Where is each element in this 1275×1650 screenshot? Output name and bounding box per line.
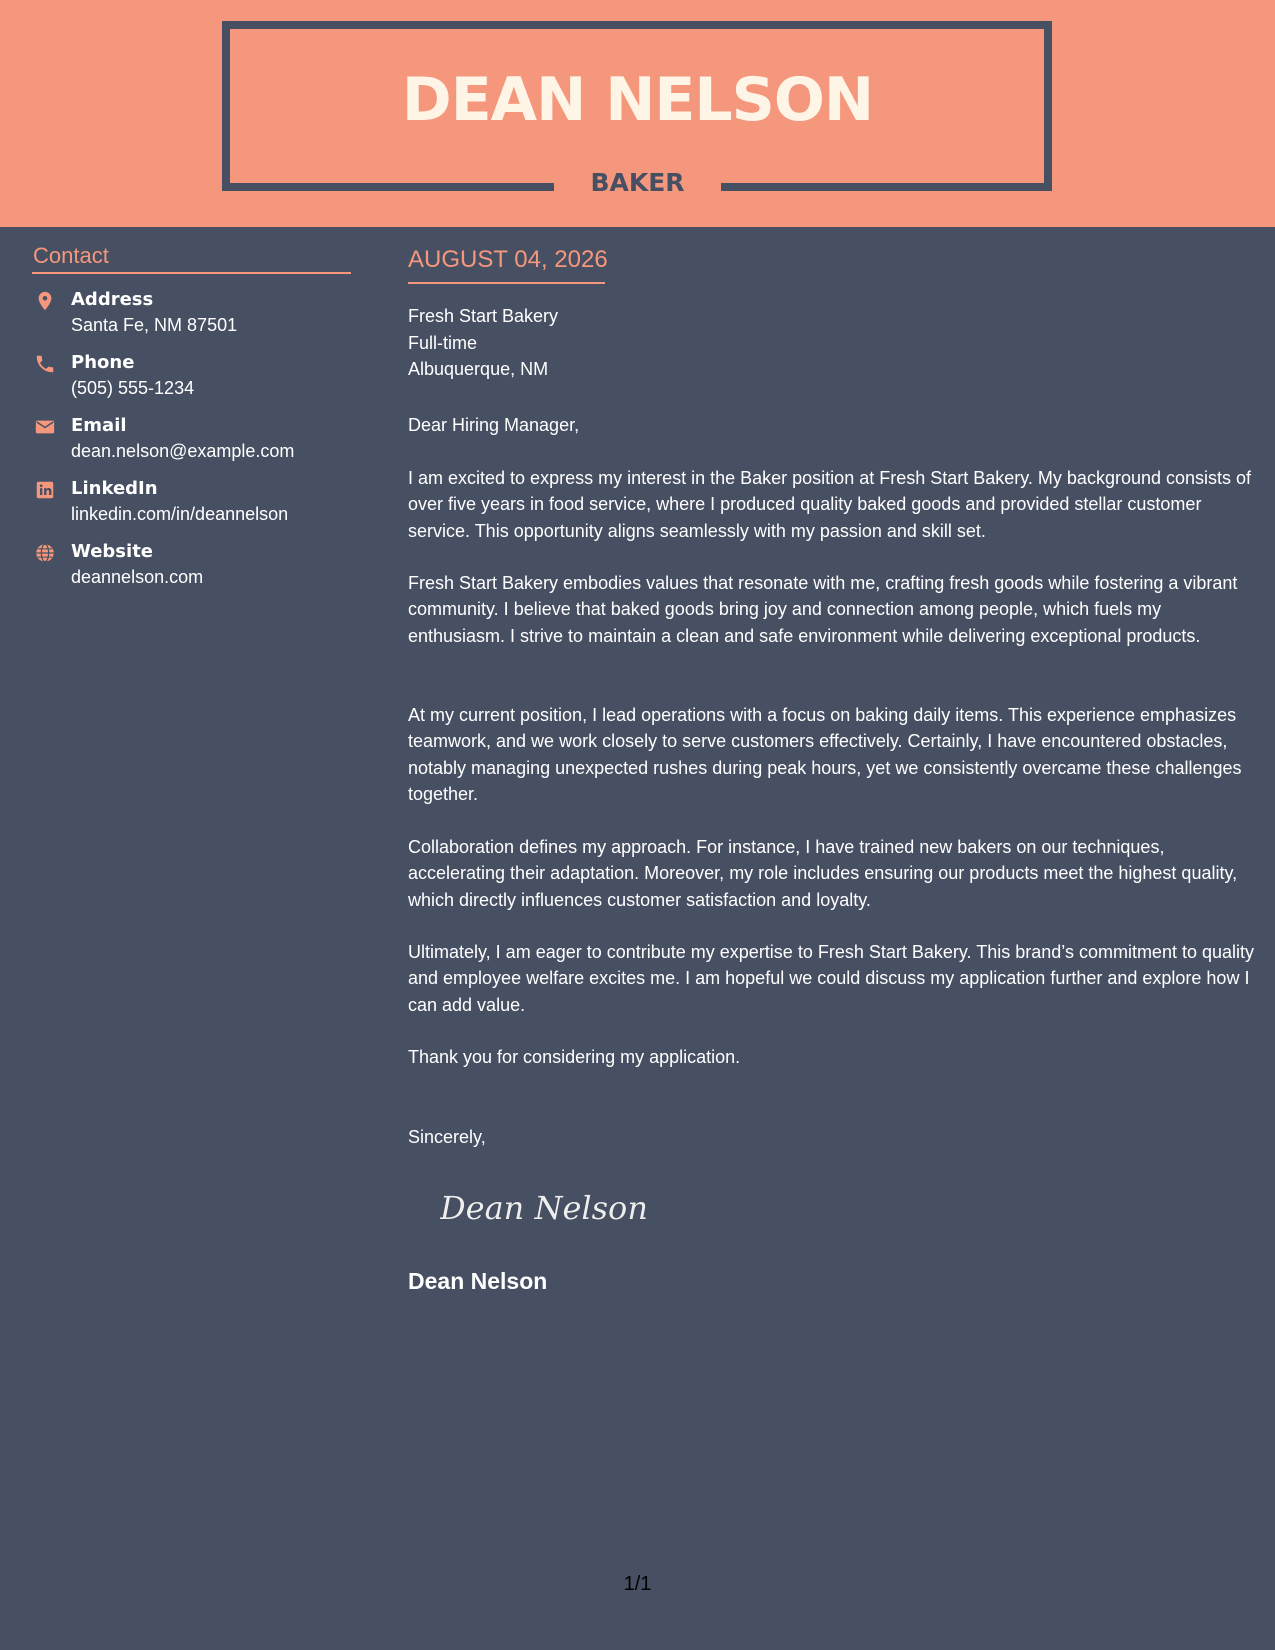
- body-paragraph: Collaboration defines my approach. For instance, I have trained new bakers on our techniques, accelerating their adaptation. Moreover, my role includes ensuring our products meet the highest quality, which directly influences customer satisfaction and loyalty.: [408, 837, 1238, 910]
- contact-value: linkedin.com/in/deannelson: [71, 504, 289, 524]
- contact-item-website: [32, 540, 362, 594]
- contact-item-phone: [32, 351, 362, 405]
- recipient-location: Albuquerque, NM: [408, 359, 549, 379]
- contact-item-address: [32, 288, 362, 342]
- page-number: 1/1: [623, 1573, 652, 1595]
- signature-text: Dean Nelson: [440, 1189, 648, 1227]
- body-paragraph: At my current position, I lead operations with a focus on baking daily items. This experience emphasizes teamwork, and we work closely to serve customers effectively. Certainly, I have encountered obstacles, notably managing unexpected rushes during peak hours, yet we consistently overcame these challenges together.: [408, 705, 1242, 805]
- contact-label: Phone: [71, 352, 135, 373]
- body-paragraph: I am excited to express my interest in the Baker position at Fresh Start Bakery. My background consists of over five years in food service, where I produced quality baked goods and provided stellar customer service. This opportunity aligns seamlessly with my passion and skill set.: [408, 468, 1252, 541]
- contact-label: Email: [71, 415, 127, 436]
- contact-item-email: [32, 414, 362, 468]
- contact-item-linkedin: [32, 477, 362, 531]
- contact-label: Address: [71, 289, 154, 310]
- recipient-company: Fresh Start Bakery: [408, 306, 559, 326]
- contact-label: Website: [71, 541, 154, 562]
- letter-date: AUGUST 04, 2026: [408, 246, 608, 273]
- map-pin-icon: [34, 290, 56, 312]
- signer-name: Dean Nelson: [408, 1268, 548, 1294]
- body-paragraph: Fresh Start Bakery embodies values that resonate with me, crafting fresh goods while fostering a vibrant community. I believe that baked goods bring joy and connection among people, which fuels my enthusiasm. I strive to maintain a clean and safe environment while delivering exceptional products.: [408, 573, 1238, 646]
- linkedin-icon: [34, 479, 56, 501]
- contact-label: LinkedIn: [71, 478, 158, 499]
- header-banner: [0, 0, 1275, 227]
- contact-value: deannelson.com: [71, 567, 204, 587]
- date-rule: [408, 282, 605, 284]
- recipient-employment-type: Full-time: [408, 332, 478, 353]
- envelope-icon: [34, 416, 56, 438]
- body-paragraph: Ultimately, I am eager to contribute my expertise to Fresh Start Bakery. This brand’s commitment to quality and employee welfare excites me. I am hopeful we could discuss my application further and explore how I can add value.: [408, 942, 1254, 1015]
- closing: Sincerely,: [408, 1127, 486, 1147]
- salutation: Dear Hiring Manager,: [408, 415, 580, 435]
- recipient-block: [408, 303, 558, 383]
- handwritten-signature: [440, 1183, 660, 1233]
- body-paragraph: Thank you for considering my application.: [408, 1047, 741, 1067]
- phone-icon: [34, 353, 56, 375]
- applicant-name: DEAN NELSON: [401, 65, 874, 135]
- contact-value: (505) 555-1234: [71, 378, 195, 398]
- contact-heading: Contact: [33, 243, 109, 268]
- contact-value: dean.nelson@example.com: [71, 441, 295, 461]
- globe-icon: [34, 542, 56, 564]
- contact-value: Santa Fe, NM 87501: [71, 315, 238, 335]
- job-title: BAKER: [590, 168, 685, 197]
- contact-heading-rule: [32, 272, 351, 274]
